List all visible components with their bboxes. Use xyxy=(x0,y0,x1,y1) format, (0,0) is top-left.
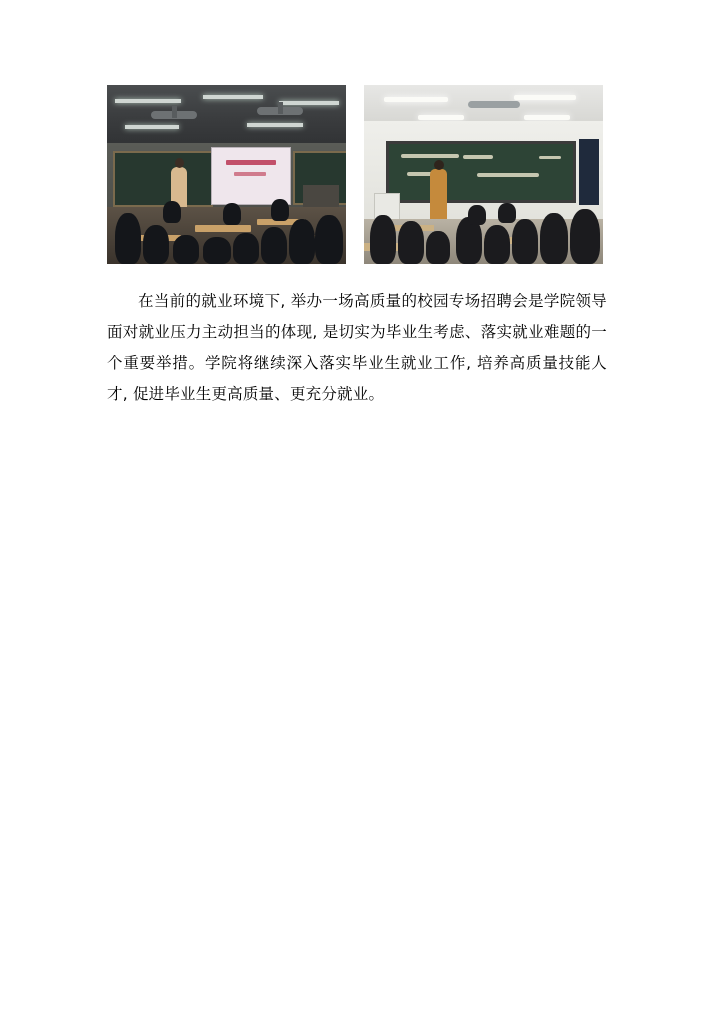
classroom-blackboard-photo xyxy=(364,85,603,264)
light-bar-icon xyxy=(203,95,263,99)
light-bar-icon xyxy=(384,97,448,102)
ceiling-fan-icon xyxy=(468,101,520,108)
projector-screen xyxy=(211,147,291,205)
student xyxy=(289,219,315,264)
student xyxy=(223,203,241,225)
student xyxy=(173,235,199,264)
student xyxy=(163,201,181,223)
ceiling-fan-icon xyxy=(151,111,197,119)
light-bar-icon xyxy=(125,125,179,129)
left-blackboard xyxy=(113,151,213,207)
student xyxy=(315,215,343,264)
chalk-text-line xyxy=(401,154,459,158)
student xyxy=(115,213,141,264)
page-content xyxy=(107,85,607,426)
chalk-text-line xyxy=(539,156,561,159)
student xyxy=(203,237,231,264)
screen-title-line xyxy=(226,160,276,165)
student xyxy=(512,219,538,264)
student xyxy=(540,213,568,264)
student xyxy=(570,209,600,264)
chalk-text-line xyxy=(463,155,493,159)
light-bar-icon xyxy=(279,101,339,105)
student xyxy=(370,215,396,264)
light-bar-icon xyxy=(514,95,576,100)
light-bar-icon xyxy=(115,99,181,103)
student xyxy=(484,225,510,264)
body-paragraph: 在当前的就业环境下, 举办一场高质量的校园专场招聘会是学院领导面对就业压力主动担当的体现, 是切实为毕业生考虑、落实就业难题的一个重要举措。学院将继续深入落实毕业生就业工作, 培养高质量技能人才, 促进毕业生更高质量、更充分就业。 xyxy=(107,292,607,403)
light-bar-icon xyxy=(524,115,570,120)
ceiling-fan-icon xyxy=(257,107,303,115)
desk xyxy=(195,225,251,232)
chalk-text-line xyxy=(477,173,539,177)
student xyxy=(426,231,450,264)
student xyxy=(271,199,289,221)
blackboard xyxy=(386,141,576,203)
speaker-person xyxy=(430,169,447,221)
student xyxy=(498,203,516,223)
student xyxy=(398,221,424,264)
student xyxy=(261,227,287,264)
classroom-projector-photo xyxy=(107,85,346,264)
light-bar-icon xyxy=(247,123,303,127)
screen-subtitle-line xyxy=(234,172,266,176)
student xyxy=(233,233,259,264)
student xyxy=(143,225,169,264)
light-bar-icon xyxy=(418,115,464,120)
student xyxy=(468,205,486,225)
wall-panel xyxy=(579,139,599,205)
figure-photo-row xyxy=(107,85,607,264)
